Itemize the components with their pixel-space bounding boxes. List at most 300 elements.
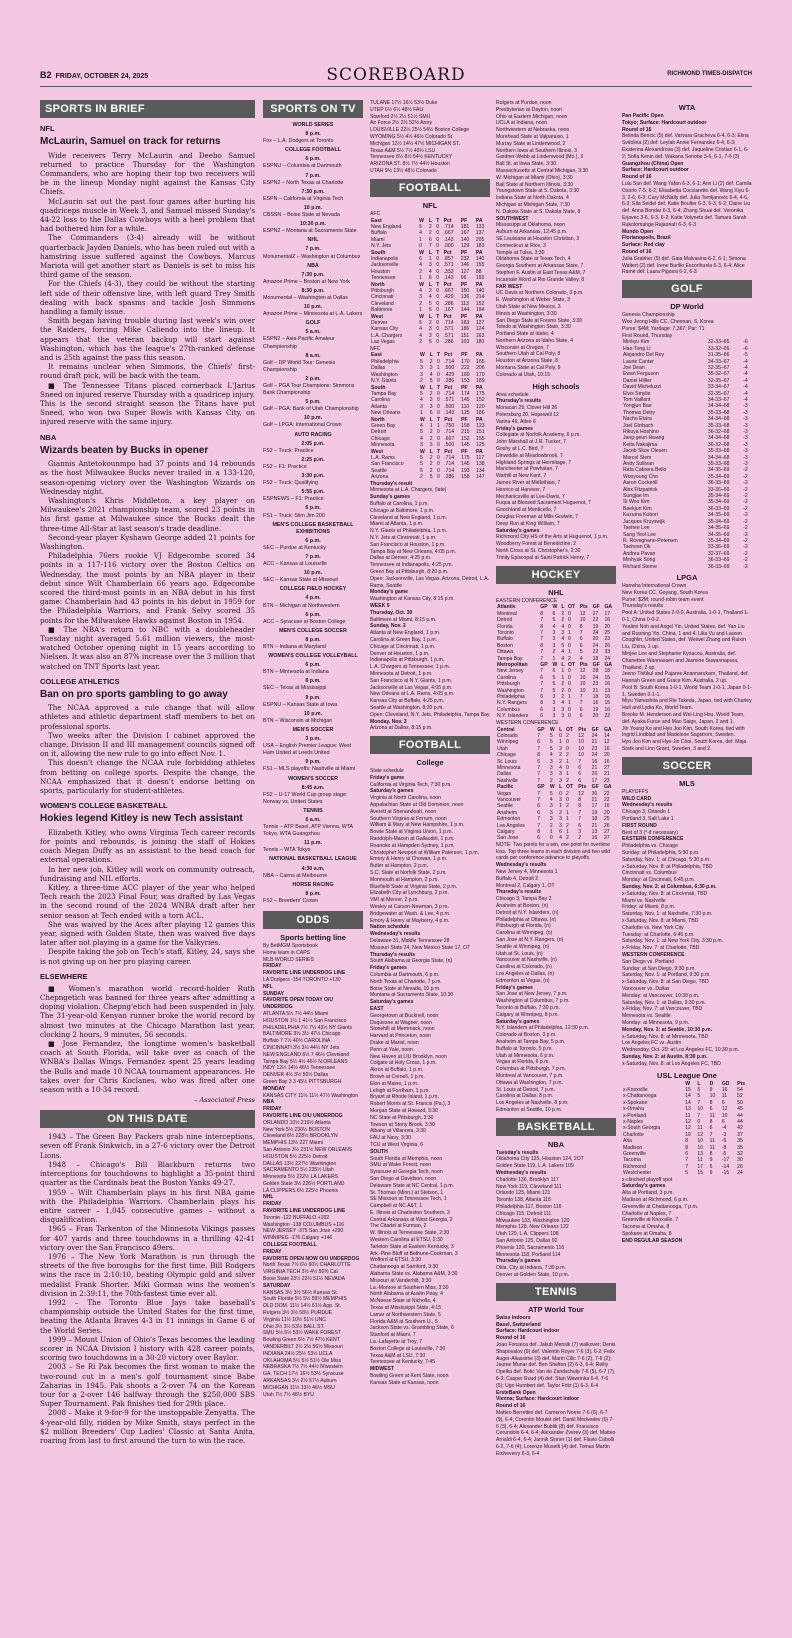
stat-cell: 24 <box>591 732 598 739</box>
score-cell: -4 <box>743 390 748 397</box>
stat-cell: 4 <box>419 262 422 269</box>
tv-listing: USA – English Premier League: West Ham United at Leeds United <box>263 743 351 757</box>
team-name: St. Louis <box>497 758 517 765</box>
stat-cell: 4 <box>561 623 565 630</box>
stat-cell: 12 <box>603 739 610 746</box>
stat-cell: 10 <box>697 1138 704 1145</box>
stat-cell: 3 <box>549 771 553 778</box>
stat-cell: .286 <box>443 300 454 307</box>
schedule-line: Denver at Golden State, 10 p.m. <box>496 1272 570 1279</box>
team-name: Dallas <box>497 771 512 778</box>
schedule-line: Memphis 128, New Orleans 122 <box>496 1224 569 1231</box>
schedule-line: Greenville at Chattanooga, 7 p.m. <box>622 1203 699 1210</box>
stat-cell: 0 <box>436 307 440 314</box>
stat-cell: 7 <box>579 700 583 707</box>
stat-cell: 1 <box>420 410 423 417</box>
tv-listing: FS1 – Truck: Slim Jim 200 <box>263 512 325 519</box>
stat-cell: 27 <box>603 829 610 835</box>
schedule-line: Wofford at ETSU, 3:30 <box>370 1257 422 1264</box>
golfer-name: Joe Dean <box>623 364 645 371</box>
odds-row: NEBRASKA 7½ 7½ 44½ N'western <box>263 1364 343 1371</box>
stat-cell: 9 <box>709 1086 713 1093</box>
stat-cell: 5 <box>549 790 553 797</box>
stat-cell: 24 <box>592 674 599 681</box>
stat-cell: 5 <box>420 467 423 474</box>
schedule-line: Chicago at Cincinnati, 1 p.m. <box>370 643 436 650</box>
stat-cell: 7 <box>685 1157 689 1164</box>
odds-row: San Antonio 3½ 231½ NEW ORLEANS <box>263 1146 353 1153</box>
stat-cell: 6 <box>428 236 432 243</box>
stat-cell: 17 <box>697 1163 704 1170</box>
schedule-line: Richmond City HS of the Arts at Huguenot, 1 p.m. <box>496 534 609 541</box>
stat-cell: 6 <box>537 758 541 765</box>
stat-cell: 3 <box>420 365 423 372</box>
stat-cell: 145 <box>461 442 470 449</box>
stat-cell: 1 <box>567 700 571 707</box>
team-name: Buffalo <box>371 230 387 237</box>
headline-wizards: Wizards beaten by Bucks in opener <box>40 444 209 456</box>
odds-mlb-label: MLB WORLD SERIES <box>263 956 314 963</box>
stat-cell: 163 <box>460 320 470 327</box>
stat-cell: 3 <box>429 403 433 410</box>
schedule-line: Chicago 115, Detroit 111 <box>496 1210 552 1217</box>
stat-cell: 0 <box>436 474 440 481</box>
table-row <box>622 564 752 570</box>
team-name: Washington <box>371 371 398 378</box>
stat-cell: 0 <box>567 706 571 713</box>
schedule-line: Friday's games <box>496 425 533 432</box>
score-cell: 34-33–67 <box>707 358 730 365</box>
column-header: L <box>561 604 565 611</box>
tennis-bar: TENNIS <box>496 1283 616 1301</box>
team-name: New Orleans <box>371 410 401 417</box>
stat-cell: 2 <box>420 378 423 385</box>
nhl-note: NOTE: Two points for a win, one point for overtime loss. Top three teams in each division and two wild cards per conference advance to playoffs. <box>496 841 611 862</box>
schedule-line: James River at Midlothian, 7 <box>496 480 561 487</box>
history-item: 1943 – The Green Bay Packers grab nine interceptions, seven off Frank Sinkwich, in a 27-6 victory over the Detroit Lions. <box>40 1132 255 1160</box>
stat-cell: 175 <box>476 390 485 397</box>
tv-listing: Tennis – ATP Basel, ATP Vienna, WTA Tokyo, WTA Guangzhou <box>263 824 353 838</box>
stat-cell: 144 <box>460 307 470 314</box>
team-name: San Francisco <box>371 461 404 468</box>
schedule-line: Oklahoma State at Texas Tech, 4 <box>496 256 571 263</box>
ncaa-odds-continued <box>370 100 490 175</box>
schedule-line: Lehigh at Fordham, 1 p.m. <box>370 1087 430 1094</box>
schedule-line: x-Saturday, Nov. 8: at Miami, TBD <box>622 918 699 924</box>
tv-heading: 3:30 p.m. <box>301 473 325 480</box>
stat-cell: 5 <box>552 674 556 681</box>
schedule-line: Saturday's games <box>370 788 414 795</box>
schedule-line: Florida A&M at Southern U., 5 <box>370 1318 438 1325</box>
odds-row: Virginia 11½ 10½ 51½ UNC <box>263 1316 326 1323</box>
schedule-line: Texas at Mississippi State, 4:15 <box>370 1305 442 1312</box>
schedule-line: Buffalo at Carolina, 1 p.m. <box>370 501 429 507</box>
stat-cell: 1 <box>559 739 562 746</box>
tv-heading: 5:55 p.m. <box>301 489 325 496</box>
tennis-line: Florianopolis, Brazil <box>622 235 671 242</box>
stat-cell: 7 <box>537 822 541 829</box>
stat-cell: 2 <box>567 655 571 662</box>
lpga-heading: LPGA <box>676 572 698 582</box>
nba-label: NBA <box>40 432 57 442</box>
golfer-name: Marcel Siem <box>623 454 652 461</box>
odds-row: Utah 7½ 7½ 48½ BYU <box>263 1391 314 1398</box>
story-paragraph: Second-year player Kyshawn George added 21 points for Washington. <box>40 532 255 551</box>
tv-listing: Fox – L.A. Dodgers at Toronto <box>263 138 334 145</box>
stat-cell: 10 <box>697 1144 704 1151</box>
team-name: Florida <box>497 623 513 630</box>
schedule-line: Tennessee at Indianapolis, 4:25 p.m. <box>370 562 453 569</box>
credit-line: – Associated Press <box>194 1096 255 1105</box>
stat-cell: 4 <box>559 764 562 771</box>
stat-cell: 20 <box>592 713 599 720</box>
schedule-line: Auburn at Arkansas, 12:45 p.m. <box>496 229 568 236</box>
odds-row: DALLAS 13½ 227½ Washington <box>263 1160 337 1167</box>
story-paragraph: Two weeks after the Division I cabinet approved the change, Division II and III management councils signed off on it, allowing the new rule to go into effect Nov. 1. <box>40 730 255 759</box>
schedule-line: North Cross at St. Christopher's, 2:30 <box>496 548 581 554</box>
column-header: Pct <box>444 416 453 423</box>
column-header: GF <box>591 784 599 791</box>
tv-heading: NBA <box>307 262 319 269</box>
stat-cell: 134 <box>476 467 485 474</box>
schedule-line: Philadelphia 117, Boston 116 <box>496 1204 562 1211</box>
golfer-name: R. Rovegnano-Petersen <box>623 537 678 544</box>
schedule-line: Manchester at Powhatan, 7 <box>496 466 559 473</box>
stat-cell: 35 <box>737 1144 743 1151</box>
stat-cell: 3 <box>549 758 553 765</box>
schedule-line: Indiana State at North Dakota, 4 <box>496 195 569 202</box>
score-cell: -2 <box>743 518 748 525</box>
usl-standings <box>622 1081 752 1177</box>
team-name: N.Y. Jets <box>371 243 392 250</box>
schedule-line: Woodberry Forest at Benedictine, 2 <box>496 541 577 548</box>
story-paragraph: The NCAA approved a rule change that will allow athletes and athletic department staff members to bet on professional sports. <box>40 703 255 731</box>
golfer-name: Minkyu Kim <box>623 339 650 346</box>
column-header: Pts <box>578 784 587 791</box>
stat-cell: 27 <box>603 835 610 842</box>
headline-kitley: Hokies legend Kitley is new Tech assistant <box>40 813 243 825</box>
stat-cell: 11 <box>685 1112 691 1119</box>
stat-cell: 0 <box>567 623 571 630</box>
odds-row: Tampa Bay 5½ 4½ 46½ N.ORLEANS <box>263 1058 348 1065</box>
score-cell: 36-32–68 <box>707 441 730 448</box>
stat-cell: 3 <box>578 829 582 835</box>
odds-row: NEW JERSEY -375 San Jose +290 <box>263 1228 344 1235</box>
stat-cell: 10 <box>579 687 586 694</box>
column-header: PF <box>461 352 468 359</box>
schedule-line: Vancouver at Nashville, (n) <box>496 957 557 964</box>
schedule-line: Ottawa at Washington, 7 p.m. <box>496 1079 563 1086</box>
tv-listing: FS2 – Truck: Qualifying <box>263 480 319 487</box>
schedule-line: Indianapolis at Pittsburgh, 1 p.m. <box>370 657 445 664</box>
story-paragraph: For the Chiefs (4-3), they could be without the starting left side of their offensive line, with left guard Trey Smith dealing with back spasms and tackle Josh Simmons handling a family issue. <box>40 279 255 316</box>
column-header: OT <box>565 726 574 733</box>
headline-gambling: Ban on pro sports gambling to go away <box>40 688 228 700</box>
stat-cell: 5 <box>697 1093 701 1100</box>
schedule-line: Cleveland at New England, 1 p.m. <box>370 514 448 521</box>
division-name: South <box>371 249 386 256</box>
story-paragraph: ■ Women's marathon world record-holder Ruth Chepngetich was banned for three years after admitting a doping violation. Chepng'etich had been suspended in July. The 31-year-old Kenyan runner broke the world record by almost two minutes at the Chicago Marathon last year, clocking 2 hours, 9 minutes, 56 seconds. <box>40 983 255 1039</box>
stat-cell: 1 <box>419 236 422 243</box>
column-header: T <box>436 384 441 391</box>
stat-cell: 3 <box>552 630 556 637</box>
schedule-line: Southern Utah at Cal Poly, 8 <box>496 351 561 358</box>
score-cell: -2 <box>743 525 748 532</box>
stat-cell: 1 <box>561 674 565 681</box>
story-paragraph: This doesn't change the NCAA rule forbidding athletes from betting on college sports. Despite the change, the NCAA emphasized that it doesn't endorse betting on sports, particularly for student-athletes. <box>40 758 255 796</box>
score-cell: 35-34–69 <box>707 473 730 480</box>
stat-cell: 7 <box>540 649 544 656</box>
score-cell: -2 <box>743 480 748 487</box>
schedule-line: Mississippi at Oklahoma, noon <box>496 222 566 229</box>
schedule-line: FAR WEST <box>496 283 523 290</box>
schedule-line: Stonehill at Merrimack, noon <box>370 1026 435 1033</box>
stat-cell: 2 <box>549 777 553 784</box>
team-name: Greenville <box>623 1151 646 1157</box>
stat-cell: 4 <box>420 435 423 442</box>
story-paragraph: Smith began having trouble during last week's win over the Raiders, forcing Mike Caliendo into the lineup. It appears that the veteran backup will start against Washington, which has the league's 27th-ranked defense and is 25th against the pass this season. <box>40 316 255 362</box>
schedule-line: New Jersey 4, Minnesota 1 <box>496 869 558 875</box>
stat-cell: 127 <box>475 320 485 327</box>
schedule-line: Bridgewater at Wash. & Lee, 4 p.m. <box>370 910 451 917</box>
team-name: Cleveland <box>371 300 394 307</box>
column-header: L <box>561 662 565 669</box>
stat-cell: -5 <box>721 1138 727 1145</box>
stat-cell: 45 <box>737 1106 743 1113</box>
stat-cell: 10 <box>685 1131 691 1138</box>
stat-cell: 3 <box>552 694 556 701</box>
stat-cell: 15 <box>697 1170 704 1177</box>
column-header: L <box>429 448 433 455</box>
stat-cell: 0 <box>436 288 440 295</box>
schedule-line: San Francisco at Houston, 1 p.m. <box>370 541 446 548</box>
column-header: PA <box>475 281 483 288</box>
column-header: PA <box>476 352 483 359</box>
schedule-line: Charlotte at Naples, 7 <box>622 1210 672 1217</box>
schedule-line: Utah State at New Mexico, 3 <box>496 303 561 310</box>
stat-cell: 12 <box>685 1125 691 1132</box>
schedule-line: Wisconsin at Oregon, 7 <box>496 344 549 351</box>
schedule-line: Ark.-Pine Bluff at Bethune-Cookman, 3 <box>370 1250 458 1257</box>
stat-cell: 3 <box>428 332 432 339</box>
stat-cell: 6 <box>552 668 556 675</box>
team-name: Minnesota <box>497 764 521 771</box>
team-name: N.Y. Rangers <box>497 700 527 707</box>
tv-listing: CBSSN – Boise State at Nevada <box>263 212 340 219</box>
tennis-line: Pan Pacific Open <box>622 113 664 119</box>
team-name: Denver <box>371 320 388 327</box>
stat-cell: 6 <box>428 275 432 282</box>
stat-cell: 22 <box>592 649 599 656</box>
stat-cell: 10 <box>721 1112 728 1119</box>
column-header: OT <box>565 784 574 791</box>
column-header: PF <box>461 384 468 391</box>
schedule-line: Buffalo 4, Detroit 2 <box>496 875 539 882</box>
stat-cell: 170 <box>476 371 485 378</box>
stat-cell: 5 <box>552 687 556 694</box>
dp-purse: Purse: $4M; Yardage: 7,367; Par: 71 <box>622 325 705 332</box>
schedule-line: EAST <box>370 1005 384 1012</box>
stat-cell: 26 <box>737 1163 743 1170</box>
schedule-line: x-Friday, Nov. 7: at Charlotte, TBD <box>622 945 700 952</box>
stat-cell: 22 <box>592 617 599 624</box>
story-paragraph: Kitley, a three-time ACC player of the year who helped Tech reach the 2023 Final Four, was drafted by Las Vegas in the second round of the 2024 WNBA draft after her senior season at Tech ended with a torn ACL. <box>40 883 255 920</box>
odds-row: Boise State 23½ 23½ 51½ NEVADA <box>263 1276 346 1283</box>
score-cell: -4 <box>743 371 748 378</box>
stat-cell: 7 <box>540 681 544 688</box>
tv-heading: COLLEGE FOOTBALL <box>285 147 341 154</box>
stat-cell: 0 <box>436 326 440 333</box>
division-name: Atlantic <box>497 604 516 611</box>
schedule-line: Temple at Tulsa, 3:30 <box>496 249 545 256</box>
schedule-line: Varina 49, Atlee 6 <box>496 418 536 425</box>
schedule-line: Toronto at Buffalo, 7:30 p.m. <box>496 1004 560 1011</box>
schedule-line: Thursday's results <box>496 889 542 896</box>
schedule-line: Pittsburgh at Florida, (n) <box>496 923 551 930</box>
stat-cell: 16 <box>591 835 598 842</box>
schedule-line: Goochland at Monticello, 7 <box>496 507 557 514</box>
mls-heading: MLS <box>679 778 695 788</box>
stat-cell: -15 <box>721 1170 730 1177</box>
stat-cell: 120 <box>476 403 485 410</box>
stat-cell: 0 <box>436 236 440 243</box>
schedule-line: Wednesday's results <box>370 931 421 938</box>
wta-heading: WTA <box>678 103 696 112</box>
column-header: OT <box>567 662 576 669</box>
golfer-name: Jacob Skov Olesen <box>623 448 667 455</box>
schedule-line: Saturday, Nov. 1: at Nashville, 7:30 p.m. <box>622 911 713 918</box>
tv-heading: 10 p.m. <box>303 570 323 577</box>
schedule-line: Arizona at Dallas, 8:15 p.m. <box>370 725 433 732</box>
schedule-line: Carolina at Colorado, (n) <box>496 964 552 971</box>
score-cell: 35-34–69 <box>707 518 730 525</box>
schedule-line: Kansas City at Buffalo, 4:25 p.m. <box>370 698 445 705</box>
column-header: Pct <box>444 448 453 455</box>
stat-cell: 215 <box>461 429 470 436</box>
stat-cell: 16 <box>604 706 611 713</box>
schedule-line: END REGULAR SEASON <box>622 1237 683 1244</box>
stat-cell: 1 <box>567 694 571 701</box>
stat-cell: 4 <box>419 332 422 339</box>
team-name: Seattle <box>371 467 387 474</box>
column-header: L <box>429 416 433 423</box>
stat-cell: 0 <box>436 454 440 461</box>
stat-cell: 2 <box>429 358 433 365</box>
schedule-line: Baltimore at Miami, 8:15 p.m. <box>370 616 437 623</box>
elsewhere-label: ELSEWHERE <box>40 971 88 981</box>
tv-heading: 7:30 p.m. <box>301 188 325 195</box>
stat-cell: 0 <box>436 262 440 269</box>
stat-cell: 2 <box>428 230 432 237</box>
tv-heading: WOMEN'S COLLEGE VOLLEYBALL <box>268 653 358 660</box>
schedule-line: Atlanta at New England, 1 p.m. <box>370 630 441 637</box>
score-cell: -2 <box>743 544 748 551</box>
score-cell: -3 <box>743 448 748 455</box>
schedule-line: Henrico at Hanover, 7 <box>496 486 546 493</box>
stat-cell: -17 <box>721 1157 730 1164</box>
stat-cell: 11 <box>709 1138 715 1145</box>
stat-cell: 2 <box>565 822 569 829</box>
tv-heading: 10 p.m. <box>303 710 323 717</box>
column-header: GA <box>604 662 613 669</box>
stat-cell: 2 <box>565 732 569 739</box>
lpga-line: Hyo Joo Kim and Hye-Jin Choi, South Korea, def. Maja Stark and Linn Grant, Sweden, 3 and 2. <box>622 739 747 753</box>
tv-listing: Golf – PGA: Bank of Utah Championship <box>263 406 359 413</box>
schedule-line: New Haven at LIU Brooklyn, noon <box>370 1053 447 1060</box>
tv-listing: SEC – Purdue at Kentucky <box>263 544 327 551</box>
team-name: Carolina <box>497 674 516 681</box>
stat-cell: 7 <box>537 777 541 784</box>
stat-cell: 14 <box>685 1093 691 1100</box>
tennis-line: Joao Fonseca def. Jakub Mensik (7) walkover; Denis Shapovalov (9) def. Valentin Royer 7-6 (3), 6-2; Felix Auger-Aliassime (3) def. Marin Cilic 7-6 (2), 7-6 (2); Jaume Munar def. Ben Shelton (2) 6-3, 6-4; Reilly Opelka def. Botic Van de Zandschulp 7-6 (5), 6-7 (7), 6-3; Casper Ruud (4) def. Stan Wawrinka 6-4, 7-6 (5); Ugo Humbert def. Taylor Fritz (1) 6-3, 6-4 <box>496 1342 616 1389</box>
schedule-line: Vancouver vs. Dallas <box>622 985 670 992</box>
stat-cell: 0 <box>436 390 440 397</box>
lpga-round: Thursday's results <box>622 603 664 610</box>
stat-cell: 22 <box>604 713 611 720</box>
stat-cell: 6 <box>578 771 582 778</box>
stat-cell: .500 <box>444 442 455 449</box>
schedule-line: Columbia at Dartmouth, 6 p.m. <box>370 972 440 978</box>
stat-cell: 4 <box>429 371 433 378</box>
score-cell: -3 <box>743 409 748 416</box>
tv-heading: 9 p.m. <box>305 694 321 701</box>
stat-cell: 165 <box>476 358 485 365</box>
stat-cell: 3 <box>559 777 562 784</box>
stat-cell: 13 <box>697 1151 704 1157</box>
tennis-line: Swiss Indoors <box>496 1314 531 1321</box>
stat-cell: 8 <box>578 796 582 803</box>
score-cell: 34-34–68 <box>707 416 730 423</box>
odds-row: KANSAS CITY 11½ 11½ 47½ Washington <box>263 1092 358 1099</box>
column-header: W <box>552 662 558 669</box>
team-name: Green Bay <box>371 422 396 429</box>
lpga-line: Pool A: United States 2-0-0, Australia, 1-0-1, Thailand 1-0-1, China 0-0-2. <box>622 610 749 623</box>
schedule-line: EASTERN CONFERENCE <box>622 836 684 843</box>
stat-cell: 11 <box>721 1093 728 1100</box>
schedule-line: Delaware 31, Middle Tennessee 28 <box>370 938 450 945</box>
team-name: N.Y. Giants <box>371 378 397 385</box>
stat-cell: 6 <box>537 739 541 746</box>
odds-row: Minnesota 5½ 222½ LA LAKERS <box>263 1174 339 1181</box>
stat-cell: 1 <box>565 816 569 823</box>
stat-cell: 20 <box>603 809 610 816</box>
schedule-line: Gardner-Webb at Lindenwood (Mo.), 3 <box>496 154 584 161</box>
schedule-line: Los Angeles at Nashville, 8 p.m. <box>496 1100 569 1107</box>
tennis-line: Round of 16 <box>622 174 652 181</box>
score-cell: -3 <box>743 416 748 423</box>
golfer-name: Keita Nakajima <box>623 441 658 448</box>
tv-heading: 7 p.m. <box>305 246 321 253</box>
schedule-line: Northern Arizona at Idaho State, 4 <box>496 337 574 344</box>
golfer-name: Andrea Pavan <box>623 550 656 557</box>
stat-cell: 155 <box>475 262 485 269</box>
schedule-line: Northern Iowa at Southern Illinois, 3 <box>496 147 577 154</box>
stat-cell: 124 <box>475 326 485 333</box>
golfer-name: Elvis Smylie <box>623 390 651 397</box>
stat-cell: 0 <box>436 397 440 404</box>
schedule-line: Emory & Henry at Mayberry, 4 p.m. <box>370 917 450 924</box>
stat-cell: 13 <box>604 687 611 694</box>
column-header: W <box>419 313 424 320</box>
schedule-line: x-Saturday, Nov. 8: at Los Angeles FC, TBD <box>622 1060 721 1067</box>
column-header: PA <box>475 217 483 224</box>
stat-cell: 4 <box>419 288 422 295</box>
team-name: x-South Georgia <box>623 1125 661 1132</box>
hockey-bar: HOCKEY <box>496 566 616 584</box>
column-header: GF <box>592 604 600 611</box>
schedule-line: W. Illinois at Tennessee State, 2:30 <box>370 1230 450 1237</box>
stat-cell: 19 <box>592 706 599 713</box>
